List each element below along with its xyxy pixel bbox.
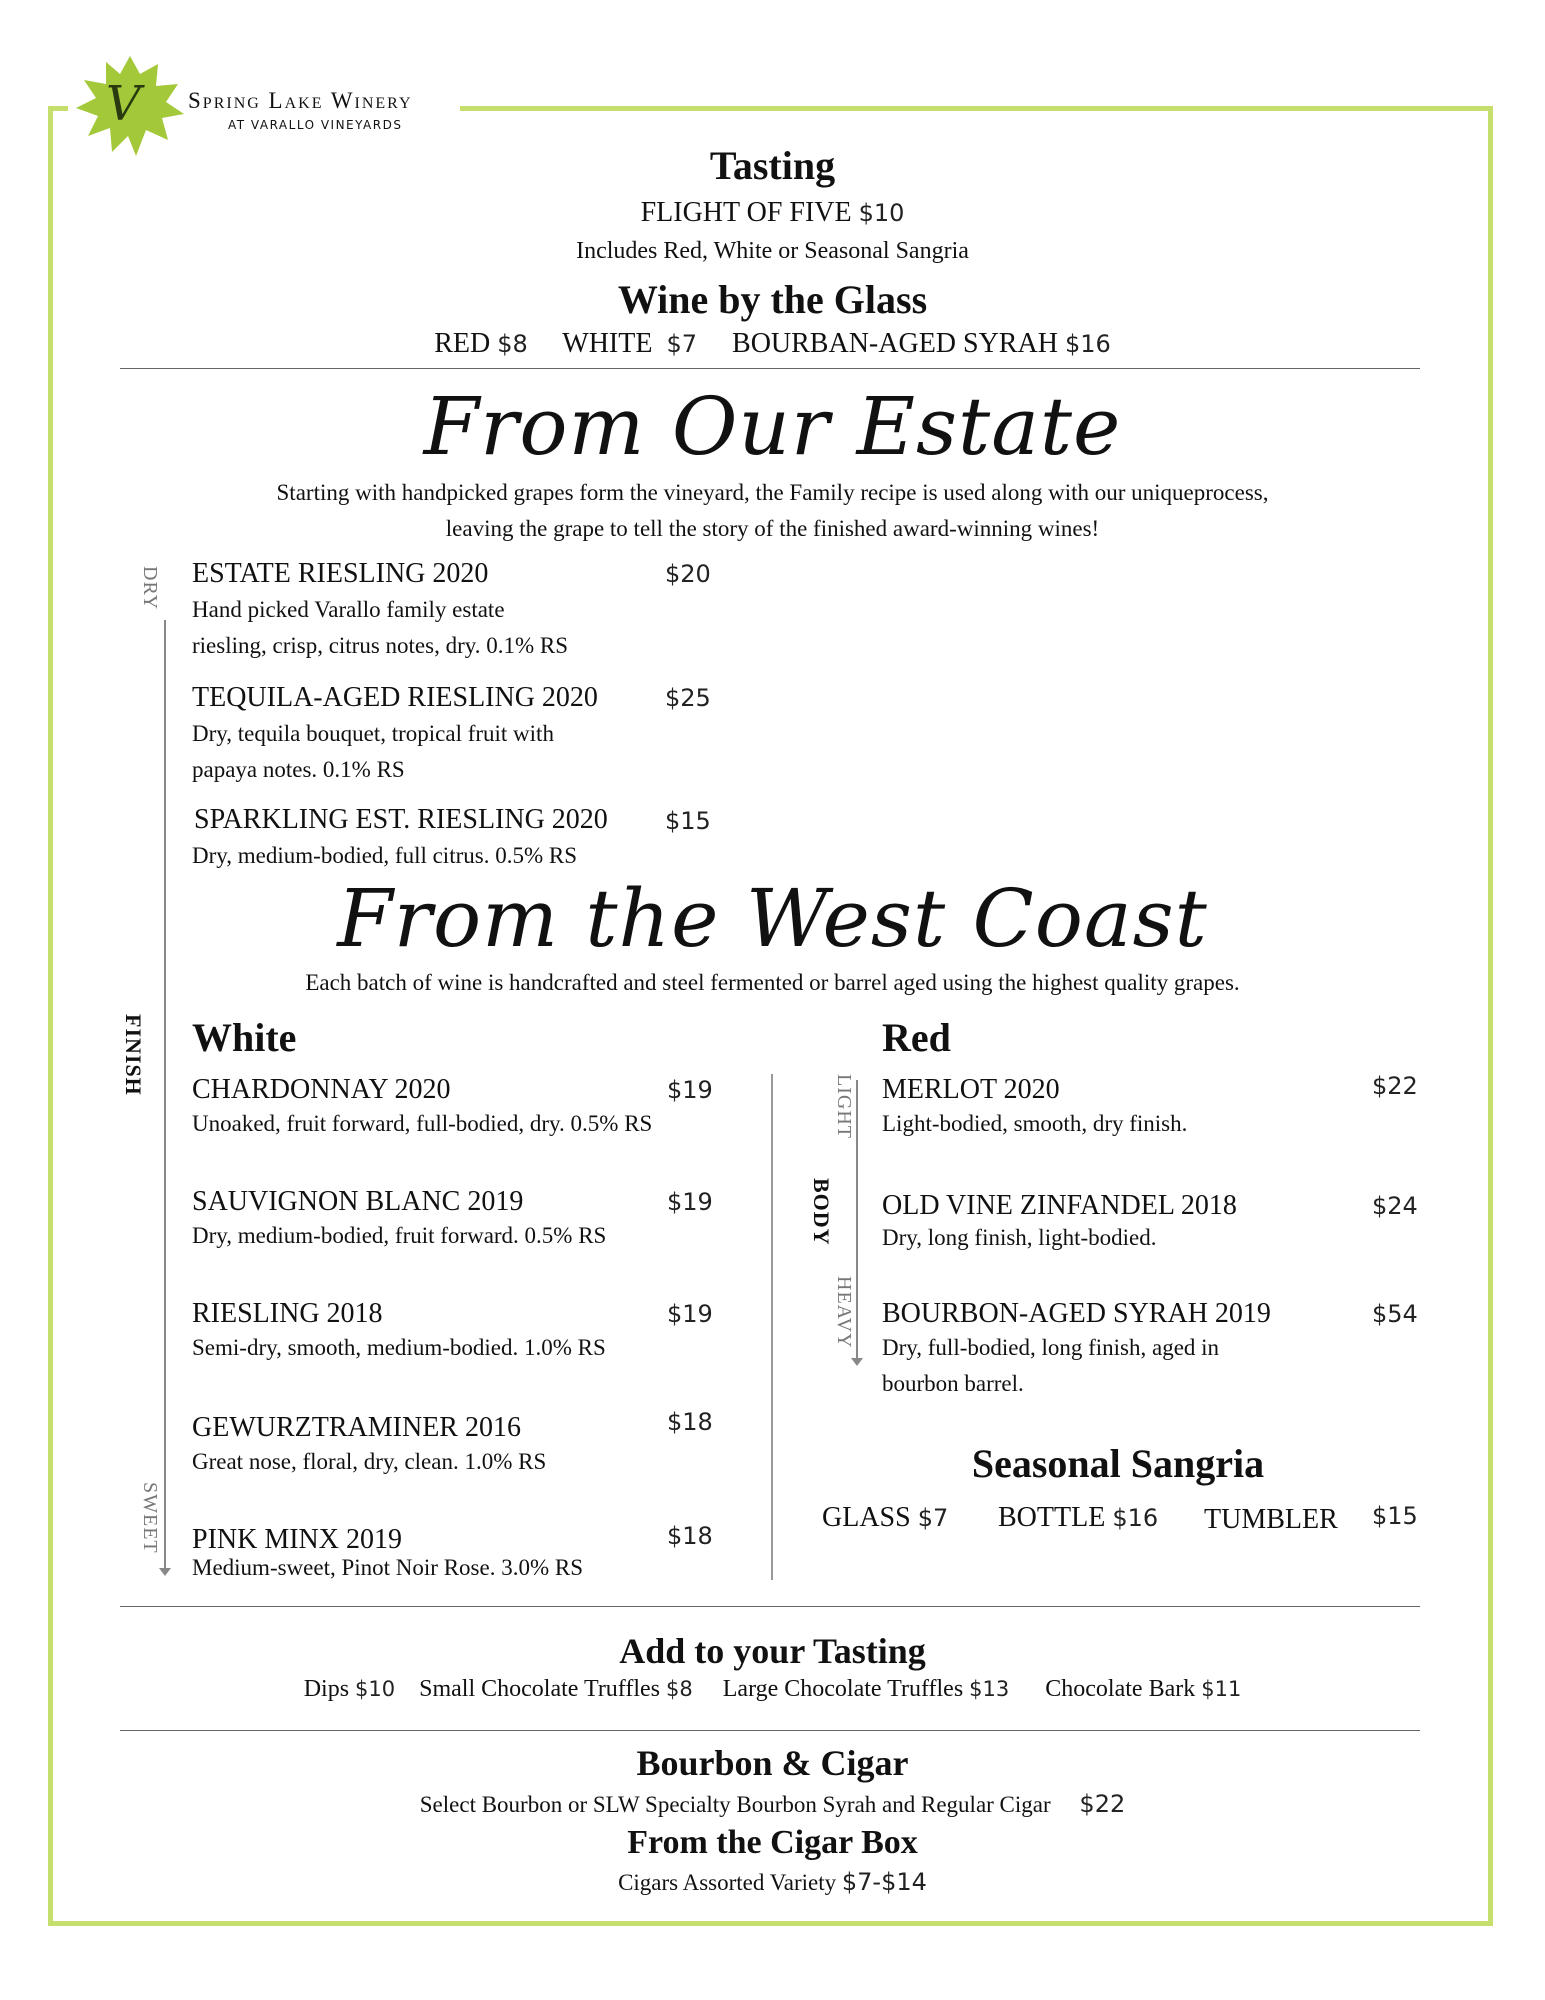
- glass-item-white: WHITE: [562, 328, 653, 359]
- estate-intro-1: Starting with handpicked grapes form the vineyard, the Family recipe is used along with our uniqueprocess,: [276, 480, 1269, 505]
- glass-price-red: $8: [497, 330, 528, 358]
- bourbon-row: [0, 1790, 1545, 1818]
- white-wine-desc: Unoaked, fruit forward, full-bodied, dry. 0.5% RS: [192, 1111, 653, 1136]
- brand-tagline: AT VARALLO VINEYARDS: [228, 118, 403, 132]
- scale-dry-label: DRY: [139, 566, 161, 611]
- tasting-flight: [0, 197, 1545, 229]
- white-wine-price: $19: [667, 1076, 713, 1104]
- estate-wine-desc: Dry, tequila bouquet, tropical fruit with: [192, 721, 554, 746]
- estate-wine-name: TEQUILA-AGED RIESLING 2020: [192, 682, 598, 713]
- sangria-title: Seasonal Sangria: [971, 1441, 1265, 1486]
- estate-wine-price: $15: [665, 807, 711, 835]
- white-wine-name: RIESLING 2018: [192, 1298, 383, 1329]
- sangria-bottle-label: BOTTLE: [998, 1502, 1106, 1533]
- white-wine-name: SAUVIGNON BLANC 2019: [192, 1186, 524, 1217]
- glass-price-syrah: $16: [1064, 330, 1111, 358]
- sangria-tumbler-label: TUMBLER: [1204, 1504, 1338, 1535]
- scale-heavy-label: HEAVY: [833, 1276, 855, 1349]
- white-wine-desc: Dry, medium-bodied, fruit forward. 0.5% RS: [192, 1223, 607, 1248]
- tasting-title: Tasting: [709, 143, 836, 188]
- divider-top: [120, 368, 1420, 369]
- estate-wine-desc: riesling, crisp, citrus notes, dry. 0.1% RS: [192, 633, 569, 658]
- divider-addons: [120, 1606, 1420, 1607]
- white-wine-price: $18: [667, 1408, 713, 1436]
- cigar-box-row: [0, 1868, 1545, 1896]
- addon-price: $11: [1201, 1677, 1242, 1701]
- dry-sweet-scale-line: [164, 620, 166, 1570]
- by-glass-row: [0, 328, 1545, 360]
- white-wine-desc: Medium-sweet, Pinot Noir Rose. 3.0% RS: [192, 1555, 583, 1580]
- column-divider: [771, 1074, 773, 1580]
- addons-title: Add to your Tasting: [619, 1631, 926, 1671]
- addons-row: [0, 1676, 1545, 1703]
- white-wine-name: CHARDONNAY 2020: [192, 1074, 451, 1105]
- bourbon-price: $22: [1079, 1790, 1126, 1818]
- sangria-glass-label: GLASS: [822, 1502, 911, 1533]
- estate-wine-name: ESTATE RIESLING 2020: [192, 558, 489, 589]
- red-title: Red: [882, 1015, 951, 1060]
- glass-item-syrah: BOURBAN-AGED SYRAH: [732, 328, 1058, 359]
- cigar-box-desc: Cigars Assorted Variety: [618, 1870, 837, 1895]
- by-glass-title: Wine by the Glass: [617, 277, 928, 322]
- white-wine-desc: Great nose, floral, dry, clean. 1.0% RS: [192, 1449, 547, 1474]
- red-wine-name: MERLOT 2020: [882, 1074, 1060, 1105]
- bourbon-desc: Select Bourbon or SLW Specialty Bourbon Syrah and Regular Cigar: [419, 1792, 1051, 1817]
- scale-finish-label: FINISH: [121, 1014, 146, 1096]
- addon-price: $10: [355, 1677, 396, 1701]
- estate-wine-desc: Hand picked Varallo family estate: [192, 597, 505, 622]
- body-scale-line: [856, 1080, 858, 1360]
- red-wine-price: $54: [1372, 1300, 1418, 1328]
- addon-label: Dips: [303, 1676, 350, 1702]
- addon-label: Large Chocolate Truffles: [722, 1676, 964, 1702]
- sangria-glass: [822, 1502, 948, 1534]
- scale-body-label: BODY: [809, 1178, 834, 1246]
- red-wine-desc: Dry, full-bodied, long finish, aged in: [882, 1335, 1220, 1360]
- estate-title: From Our Estate: [423, 380, 1122, 473]
- estate-wine-price: $25: [665, 684, 711, 712]
- logo-letter: V: [106, 76, 141, 132]
- white-wine-price: $19: [667, 1300, 713, 1328]
- estate-wine-name: SPARKLING EST. RIESLING 2020: [194, 804, 608, 835]
- white-wine-name: PINK MINX 2019: [192, 1524, 402, 1555]
- estate-intro-2: leaving the grape to tell the story of the finished award-winning wines!: [445, 516, 1100, 541]
- brand-name: Spring Lake Winery: [188, 88, 413, 113]
- glass-item-red: RED: [434, 328, 491, 359]
- white-wine-price: $19: [667, 1188, 713, 1216]
- flight-label: FLIGHT OF FIVE: [640, 197, 852, 228]
- flight-price: $10: [858, 199, 905, 227]
- divider-bourbon: [120, 1730, 1420, 1731]
- red-wine-desc: bourbon barrel.: [882, 1371, 1024, 1396]
- sangria-glass-price: $7: [917, 1504, 949, 1532]
- scale-sweet-label: SWEET: [139, 1482, 161, 1554]
- red-wine-price: $22: [1372, 1072, 1418, 1100]
- addon-price: $13: [969, 1677, 1010, 1701]
- addon-label: Chocolate Bark: [1045, 1676, 1196, 1702]
- sangria-tumbler: [1204, 1504, 1338, 1536]
- sangria-tumbler-price: $15: [1372, 1502, 1418, 1530]
- red-wine-price: $24: [1372, 1192, 1418, 1220]
- frame-bottom: [48, 1921, 1493, 1926]
- cigar-box-price: $7-$14: [841, 1868, 927, 1896]
- west-coast-title: From the West Coast: [337, 872, 1208, 965]
- white-wine-name: GEWURZTRAMINER 2016: [192, 1412, 521, 1443]
- bourbon-title: Bourbon & Cigar: [636, 1743, 909, 1783]
- sangria-bottle: [998, 1502, 1158, 1534]
- white-wine-price: $18: [667, 1522, 713, 1550]
- estate-wine-price: $20: [665, 560, 711, 588]
- tasting-note: Includes Red, White or Seasonal Sangria: [576, 238, 969, 264]
- scale-arrow-icon: [159, 1568, 171, 1576]
- white-wine-desc: Semi-dry, smooth, medium-bodied. 1.0% RS: [192, 1335, 606, 1360]
- red-wine-desc: Light-bodied, smooth, dry finish.: [882, 1111, 1188, 1136]
- west-coast-intro: Each batch of wine is handcrafted and steel fermented or barrel aged using the highest quality grapes.: [305, 970, 1240, 995]
- body-scale-arrow-icon: [851, 1358, 863, 1366]
- sangria-bottle-price: $16: [1112, 1504, 1159, 1532]
- estate-wine-desc: papaya notes. 0.1% RS: [192, 757, 405, 782]
- scale-light-label: LIGHT: [833, 1074, 855, 1139]
- glass-price-white: $7: [666, 330, 698, 358]
- red-wine-desc: Dry, long finish, light-bodied.: [882, 1225, 1157, 1250]
- white-title: White: [192, 1015, 297, 1060]
- addon-label: Small Chocolate Truffles: [419, 1676, 661, 1702]
- estate-wine-desc: Dry, medium-bodied, full citrus. 0.5% RS: [192, 843, 577, 868]
- cigar-box-title: From the Cigar Box: [627, 1824, 918, 1861]
- red-wine-name: BOURBON-AGED SYRAH 2019: [882, 1298, 1271, 1329]
- red-wine-name: OLD VINE ZINFANDEL 2018: [882, 1190, 1237, 1221]
- frame-top: [460, 106, 1493, 111]
- addon-price: $8: [666, 1677, 693, 1701]
